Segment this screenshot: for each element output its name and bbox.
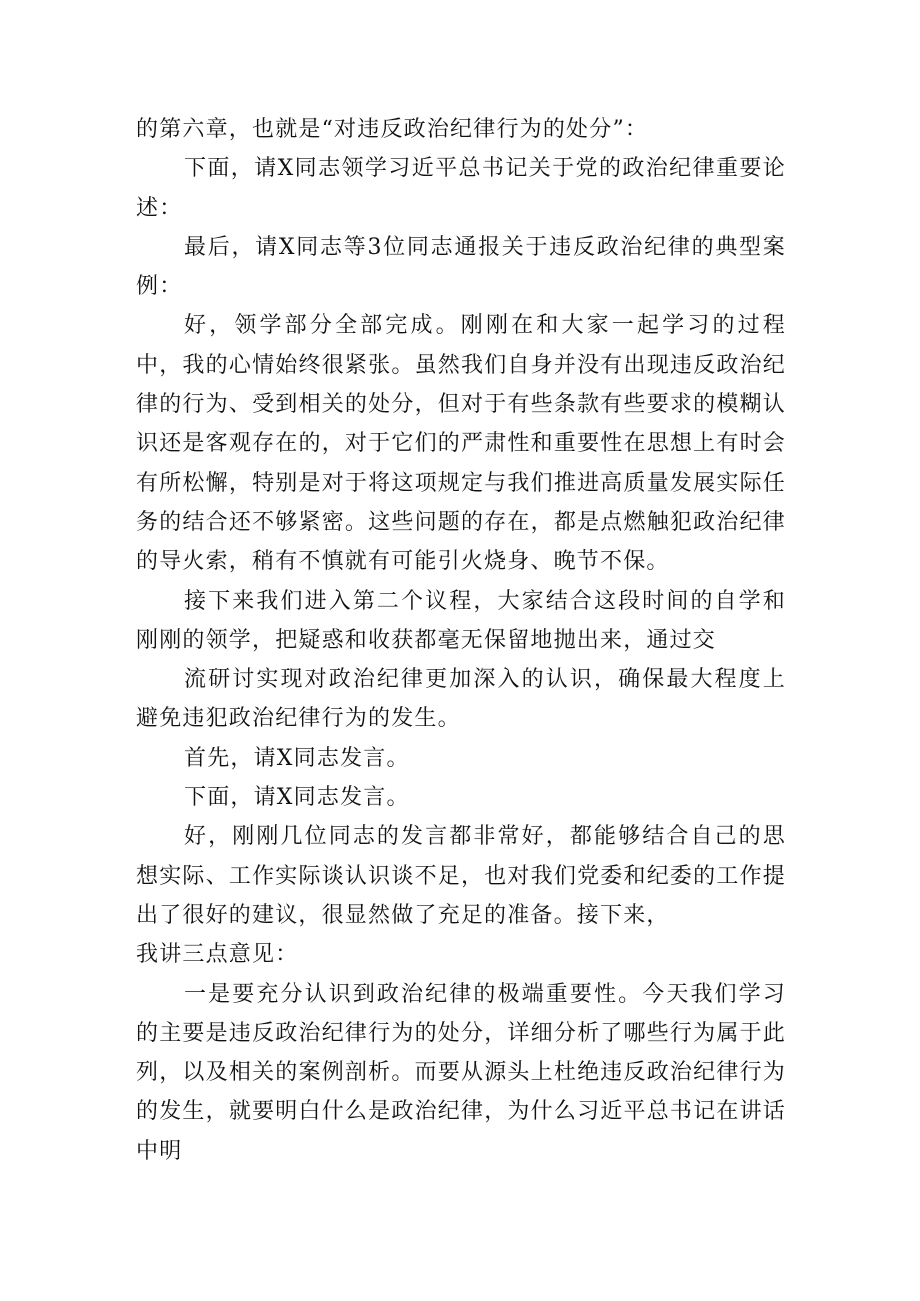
paragraph-6: 流研讨实现对政治纪律更加深入的认识，确保最大程度上避免违犯政治纪律行为的发生。 xyxy=(136,667,786,732)
paragraph-7: 首先，请X同志发言。 xyxy=(184,745,410,771)
paragraph-2: 下面，请X同志领学习近平总书记关于党的政治纪律重要论述： xyxy=(136,156,786,221)
paragraph-10: 我讲三点意见： xyxy=(136,942,299,968)
document-body xyxy=(136,110,786,1171)
paragraph-8: 下面，请X同志发言。 xyxy=(184,785,410,811)
paragraph-5: 接下来我们进入第二个议程，大家结合这段时间的自学和刚刚的领学，把疑惑和收获都毫无保留地抛出来，通过交 xyxy=(136,588,786,653)
paragraph-4: 好，领学部分全部完成。刚刚在和大家一起学习的过程中，我的心情始终很紧张。虽然我们自身并没有出现违反政治纪律的行为、受到相关的处分，但对于有些条款有些要求的模糊认识还是客观存在的，对于它们的严肃性和重要性在思想上有时会有所松懈，特别是对于将这项规定与我们推进高质量发展实际任务的结合还不够紧密。这些问题的存在，都是点燃触犯政治纪律的导火索，稍有不慎就有可能引火烧身、晚节不保。 xyxy=(136,313,786,575)
paragraph-3: 最后，请X同志等3位同志通报关于违反政治纪律的典型案例： xyxy=(136,234,786,300)
paragraph-1: 的第六章，也就是“对违反政治纪律行为的处分”： xyxy=(136,117,649,142)
paragraph-9: 好，刚刚几位同志的发言都非常好，都能够结合自己的思想实际、工作实际谈认识谈不足，也对我们党委和纪委的工作提出了很好的建议，很显然做了充足的准备。接下来， xyxy=(136,824,786,928)
paragraph-11: 一是要充分认识到政治纪律的极端重要性。今天我们学习的主要是违反政治纪律行为的处分，详细分析了哪些行为属于此列，以及相关的案例剖析。而要从源头上杜绝违反政治纪律行为的发生，就要明白什么是政治纪律，为什么习近平总书记在讲话中明 xyxy=(136,981,786,1164)
